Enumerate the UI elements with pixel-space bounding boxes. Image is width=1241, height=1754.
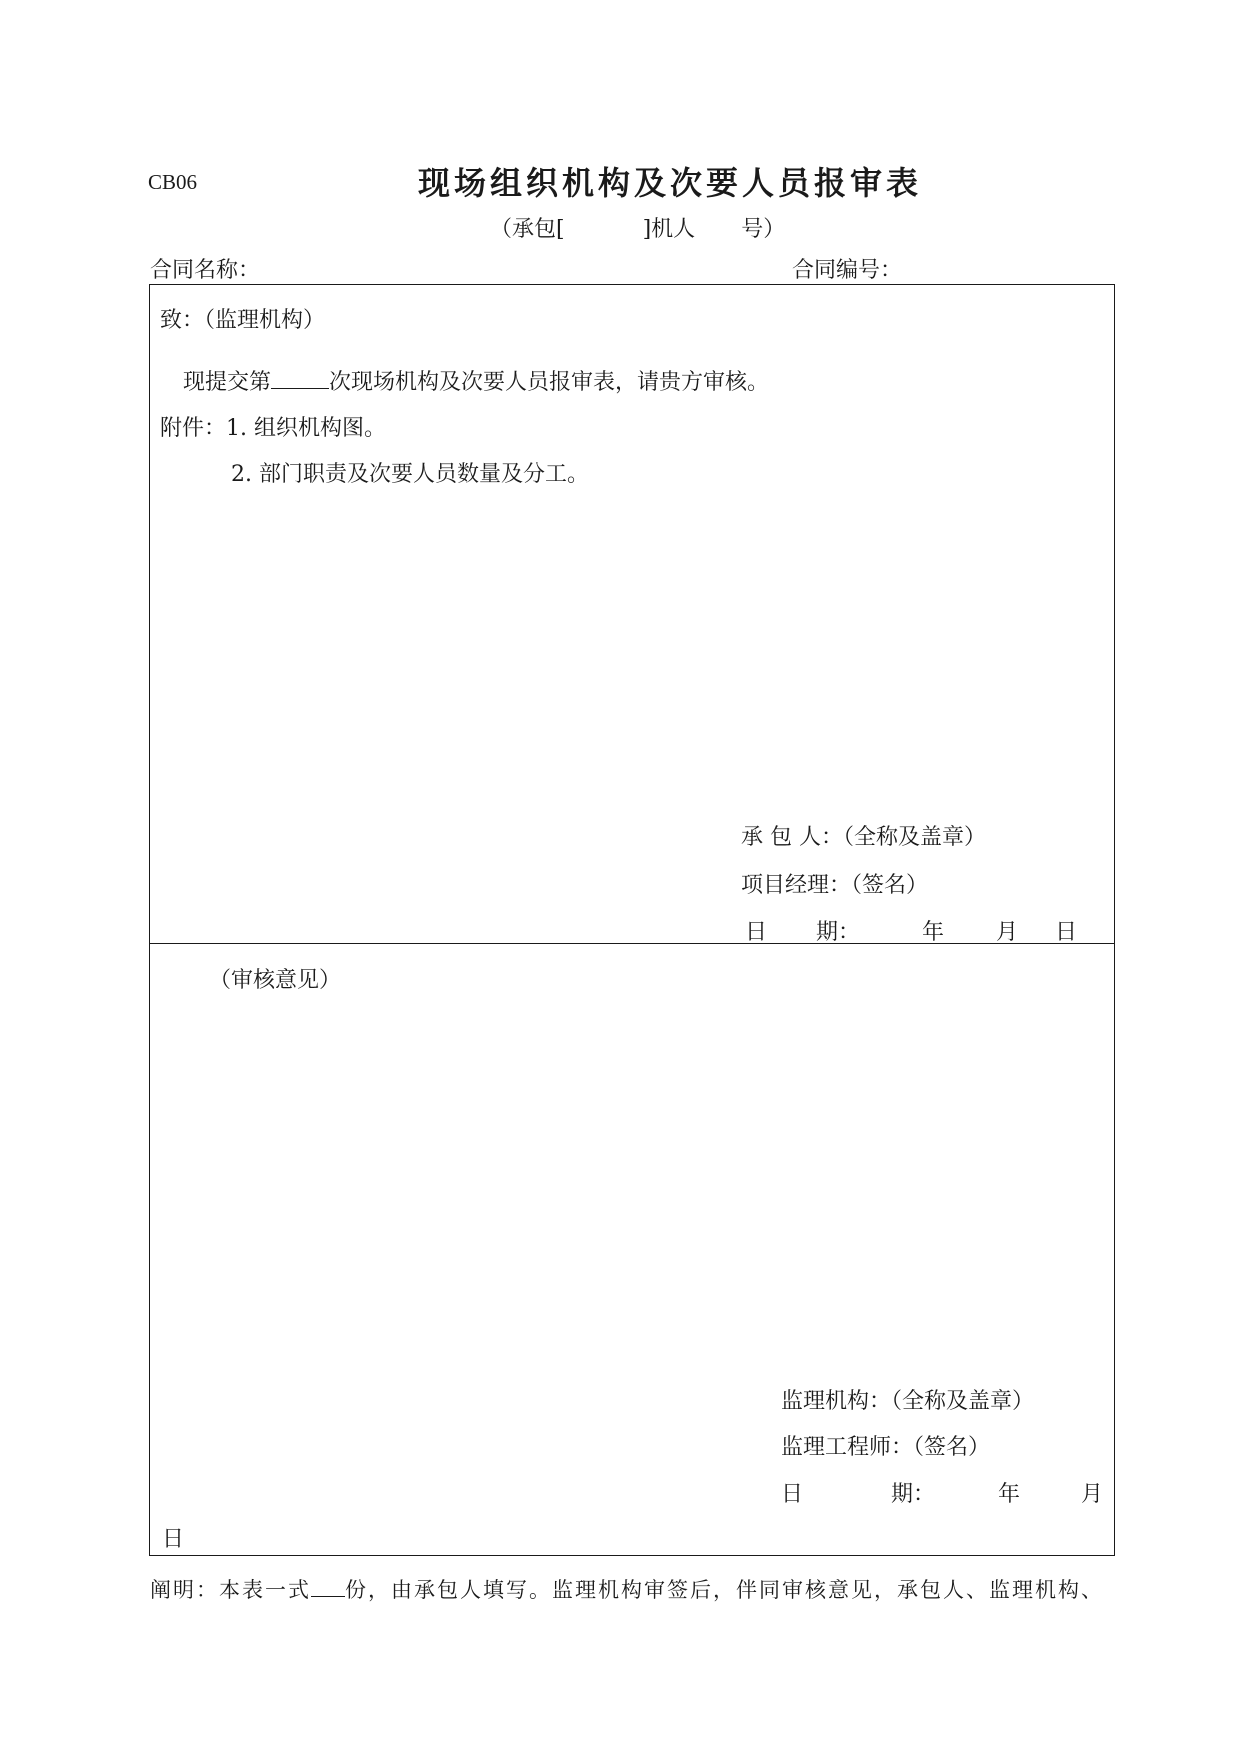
- date-qi-1: 期：: [816, 920, 861, 945]
- supervision-engineer-signature-line: 监理工程师：（签名）: [781, 1435, 991, 1460]
- form-title: 现场组织机构及次要人员报审表: [418, 164, 923, 202]
- subtitle-part-c: 号）: [741, 217, 786, 242]
- review-section: [149, 943, 1115, 1556]
- review-opinion-label: （审核意见）: [209, 968, 342, 993]
- subtitle-part-a: （承包[: [490, 217, 565, 242]
- date-label-1: 日: [745, 920, 768, 945]
- attachment-label: 附件：: [160, 416, 227, 441]
- attachment-item-1: 1. 组织机构图。: [226, 416, 386, 441]
- date-qi-2: 期：: [891, 1482, 936, 1507]
- submission-text-b: 次现场机构及次要人员报审表，请贵方审核。: [329, 370, 770, 395]
- date-label-2: 日: [781, 1482, 804, 1507]
- copies-blank[interactable]: [311, 1576, 345, 1597]
- contract-number-label: 合同编号：: [792, 258, 903, 283]
- footer-note-b: 份，由承包人填写。监理机构审签后，伴同审核意见，承包人、监理机构、: [345, 1578, 1104, 1602]
- month-label-1: 月: [996, 920, 1019, 945]
- contract-name-label: 合同名称：: [150, 258, 261, 283]
- project-manager-signature-line: 项目经理：（签名）: [741, 873, 929, 898]
- footer-note: [150, 1574, 1104, 1604]
- year-label-2: 年: [998, 1482, 1021, 1507]
- submission-count-blank[interactable]: [271, 368, 329, 389]
- day-label-1: 日: [1055, 920, 1078, 945]
- attachment-item-2: 2. 部门职责及次要人员数量及分工。: [231, 462, 589, 487]
- footer-note-a: 阐明：本表一式: [150, 1578, 311, 1602]
- subtitle-part-b: ]机人: [642, 217, 696, 242]
- attachment-line-1: [160, 411, 386, 442]
- contractor-signature-line: 承 包 人：（全称及盖章）: [741, 825, 986, 850]
- form-code: CB06: [148, 170, 198, 194]
- form-subtitle: [490, 212, 785, 243]
- addressee-label: 致：（监理机构）: [160, 308, 326, 333]
- submission-statement: [183, 365, 769, 396]
- submission-section: [149, 284, 1115, 944]
- supervision-org-signature-line: 监理机构：（全称及盖章）: [781, 1389, 1035, 1414]
- year-label-1: 年: [922, 920, 945, 945]
- day-label-2: 日: [162, 1527, 185, 1552]
- submission-text-a: 现提交第: [183, 370, 272, 395]
- month-label-2: 月: [1081, 1482, 1104, 1507]
